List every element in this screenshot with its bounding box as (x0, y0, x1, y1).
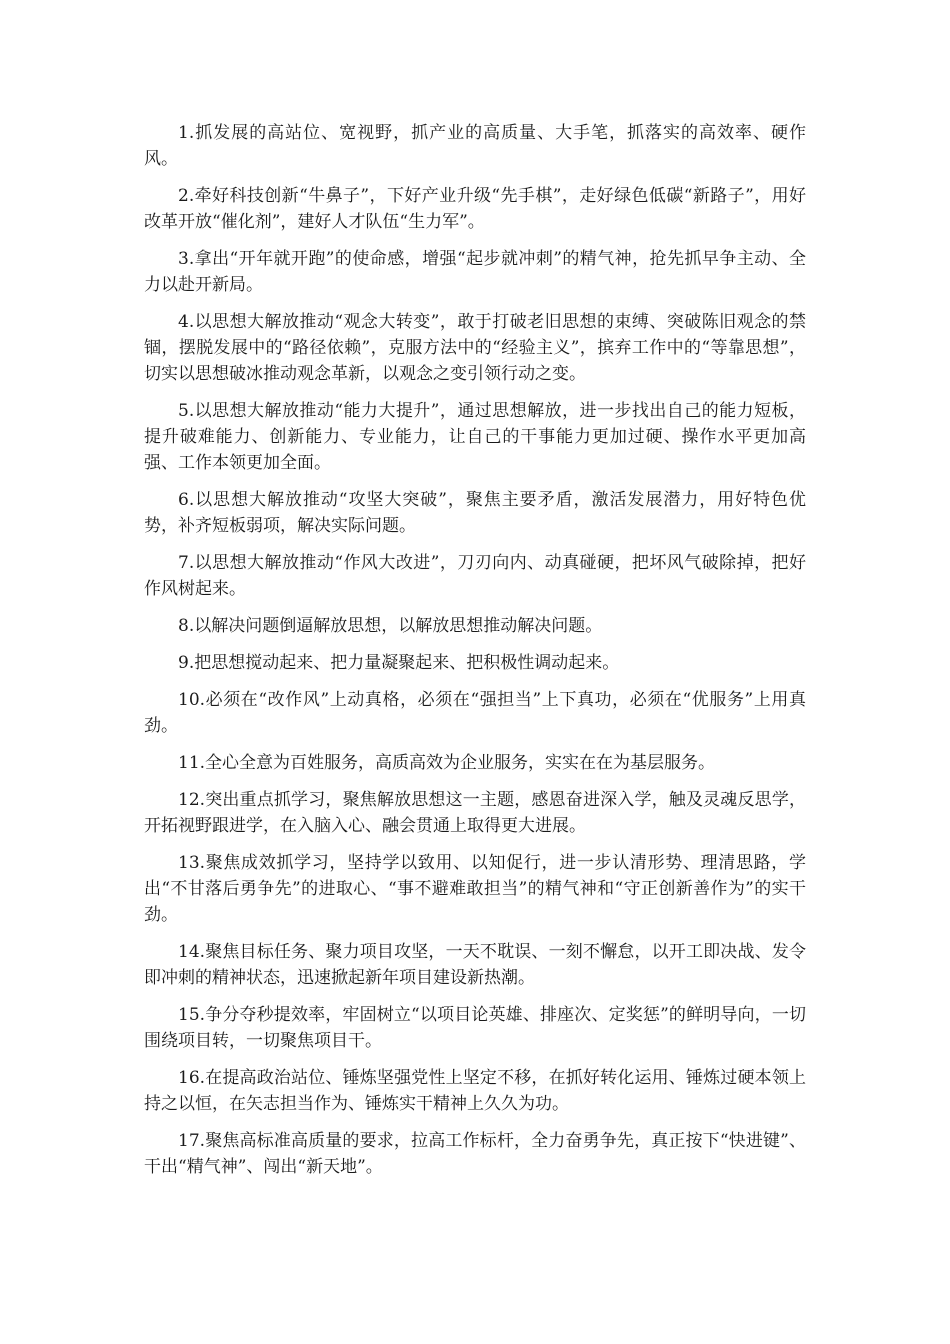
paragraph-12: 12.突出重点抓学习，聚焦解放思想这一主题，感恩奋进深入学，触及灵魂反思学，开拓视野跟进学，在入脑入心、融会贯通上取得更大进展。 (144, 790, 806, 836)
paragraph-5: 5.以思想大解放推动“能力大提升”，通过思想解放，进一步找出自己的能力短板，提升破难能力、创新能力、专业能力，让自己的干事能力更加过硬、操作水平更加高强、工作本领更加全面。 (144, 401, 806, 473)
paragraph-13: 13.聚焦成效抓学习，坚持学以致用、以知促行，进一步认清形势、理清思路，学出“不甘落后勇争先”的进取心、“事不避难敢担当”的精气神和“守正创新善作为”的实干劲。 (144, 853, 806, 925)
paragraph-16: 16.在提高政治站位、锤炼坚强党性上坚定不移，在抓好转化运用、锤炼过硬本领上持之以恒，在矢志担当作为、锤炼实干精神上久久为功。 (144, 1068, 806, 1114)
paragraph-8: 8.以解决问题倒逼解放思想，以解放思想推动解决问题。 (178, 616, 603, 636)
paragraph-1: 1.抓发展的高站位、宽视野，抓产业的高质量、大手笔，抓落实的高效率、硬作风。 (144, 123, 806, 169)
document-page (144, 120, 806, 1191)
paragraph-4: 4.以思想大解放推动“观念大转变”，敢于打破老旧思想的束缚、突破陈旧观念的禁锢，摆脱发展中的“路径依赖”，克服方法中的“经验主义”，摈弃工作中的“等靠思想”，切实以思想破冰推动观念革新，以观念之变引领行动之变。 (144, 312, 806, 384)
paragraph-3: 3.拿出“开年就开跑”的使命感，增强“起步就冲刺”的精气神，抢先抓早争主动、全力以赴开新局。 (144, 249, 806, 295)
paragraph-14: 14.聚焦目标任务、聚力项目攻坚，一天不耽误、一刻不懈怠，以开工即决战、发令即冲刺的精神状态，迅速掀起新年项目建设新热潮。 (144, 942, 806, 988)
paragraph-6: 6.以思想大解放推动“攻坚大突破”，聚焦主要矛盾，激活发展潜力，用好特色优势，补齐短板弱项，解决实际问题。 (144, 490, 806, 536)
paragraph-15: 15.争分夺秒提效率，牢固树立“以项目论英雄、排座次、定奖惩”的鲜明导向，一切围绕项目转，一切聚焦项目干。 (144, 1005, 806, 1051)
paragraph-7: 7.以思想大解放推动“作风大改进”，刀刃向内、动真碰硬，把坏风气破除掉，把好作风树起来。 (144, 553, 806, 599)
paragraph-2: 2.牵好科技创新“牛鼻子”，下好产业升级“先手棋”，走好绿色低碳“新路子”，用好改革开放“催化剂”，建好人才队伍“生力军”。 (144, 186, 806, 232)
paragraph-10: 10.必须在“改作风”上动真格，必须在“强担当”上下真功，必须在“优服务”上用真劲。 (144, 690, 806, 736)
paragraph-9: 9.把思想搅动起来、把力量凝聚起来、把积极性调动起来。 (178, 653, 620, 673)
paragraph-11: 11.全心全意为百姓服务，高质高效为企业服务，实实在在为基层服务。 (178, 753, 716, 773)
paragraph-17: 17.聚焦高标准高质量的要求，拉高工作标杆，全力奋勇争先，真正按下“快进键”、干出“精气神”、闯出“新天地”。 (144, 1131, 806, 1177)
